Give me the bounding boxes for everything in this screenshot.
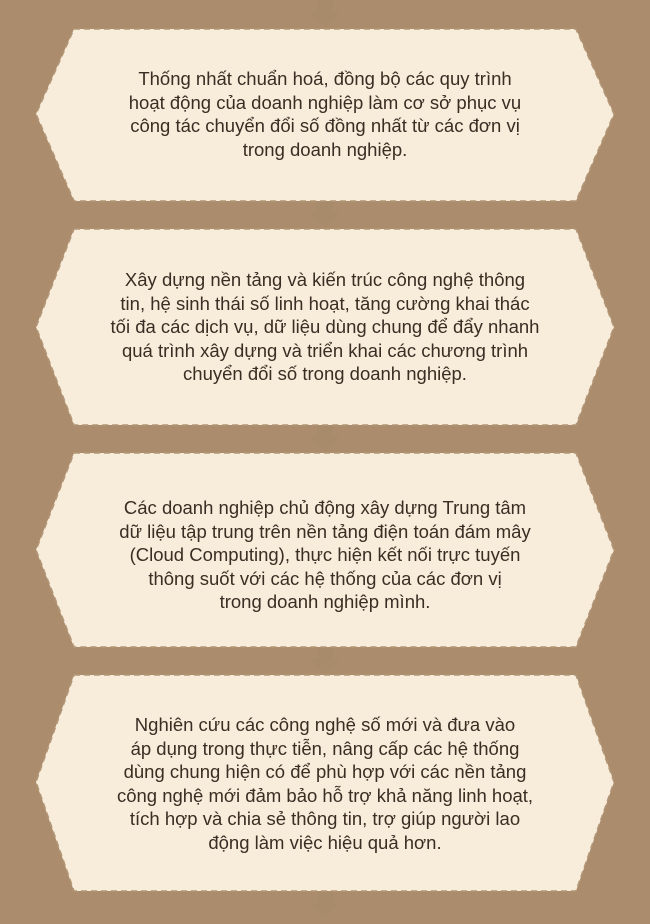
arrow-down-icon bbox=[310, 201, 340, 228]
step-4-text: Nghiên cứu các công nghệ số mới và đưa vào áp dụng trong thực tiễn, nâng cấp các hệ thống dùng chung hiện có để phù hợp với các nền tảng công nghệ mới đảm bảo hỗ trợ khả năng linh hoạt, tích hợp và chia sẻ thông tin, trợ giúp người lao động làm việc hiệu quả hơn. bbox=[116, 714, 534, 853]
arrow-down-icon bbox=[310, 891, 340, 918]
arrow-down-icon bbox=[310, 0, 340, 27]
arrow-down-icon bbox=[310, 425, 340, 452]
step-3-text: Các doanh nghiệp chủ động xây dựng Trung tâm dữ liệu tập trung trên nền tảng điện toán đám mây (Cloud Computing), thực hiện kết nối trực tuyến thông suốt với các hệ thống của các đơn vị trong doanh nghiệp mình. bbox=[119, 497, 531, 612]
step-1-text: Thống nhất chuẩn hoá, đồng bộ các quy trình hoạt động của doanh nghiệp làm cơ sở phục vụ công tác chuyển đổi số đồng nhất từ các đơn vị trong doanh nghiệp. bbox=[128, 68, 522, 160]
step-2-text: Xây dựng nền tảng và kiến trúc công nghệ thông tin, hệ sinh thái số linh hoạt, tăng cường khai thác tối đa các dịch vụ, dữ liệu dùng chung để đẩy nhanh quá trình xây dựng và triển khai các chương trình chuyển đổi số trong doanh nghiệp. bbox=[110, 269, 540, 384]
arrow-down-icon bbox=[310, 647, 340, 674]
